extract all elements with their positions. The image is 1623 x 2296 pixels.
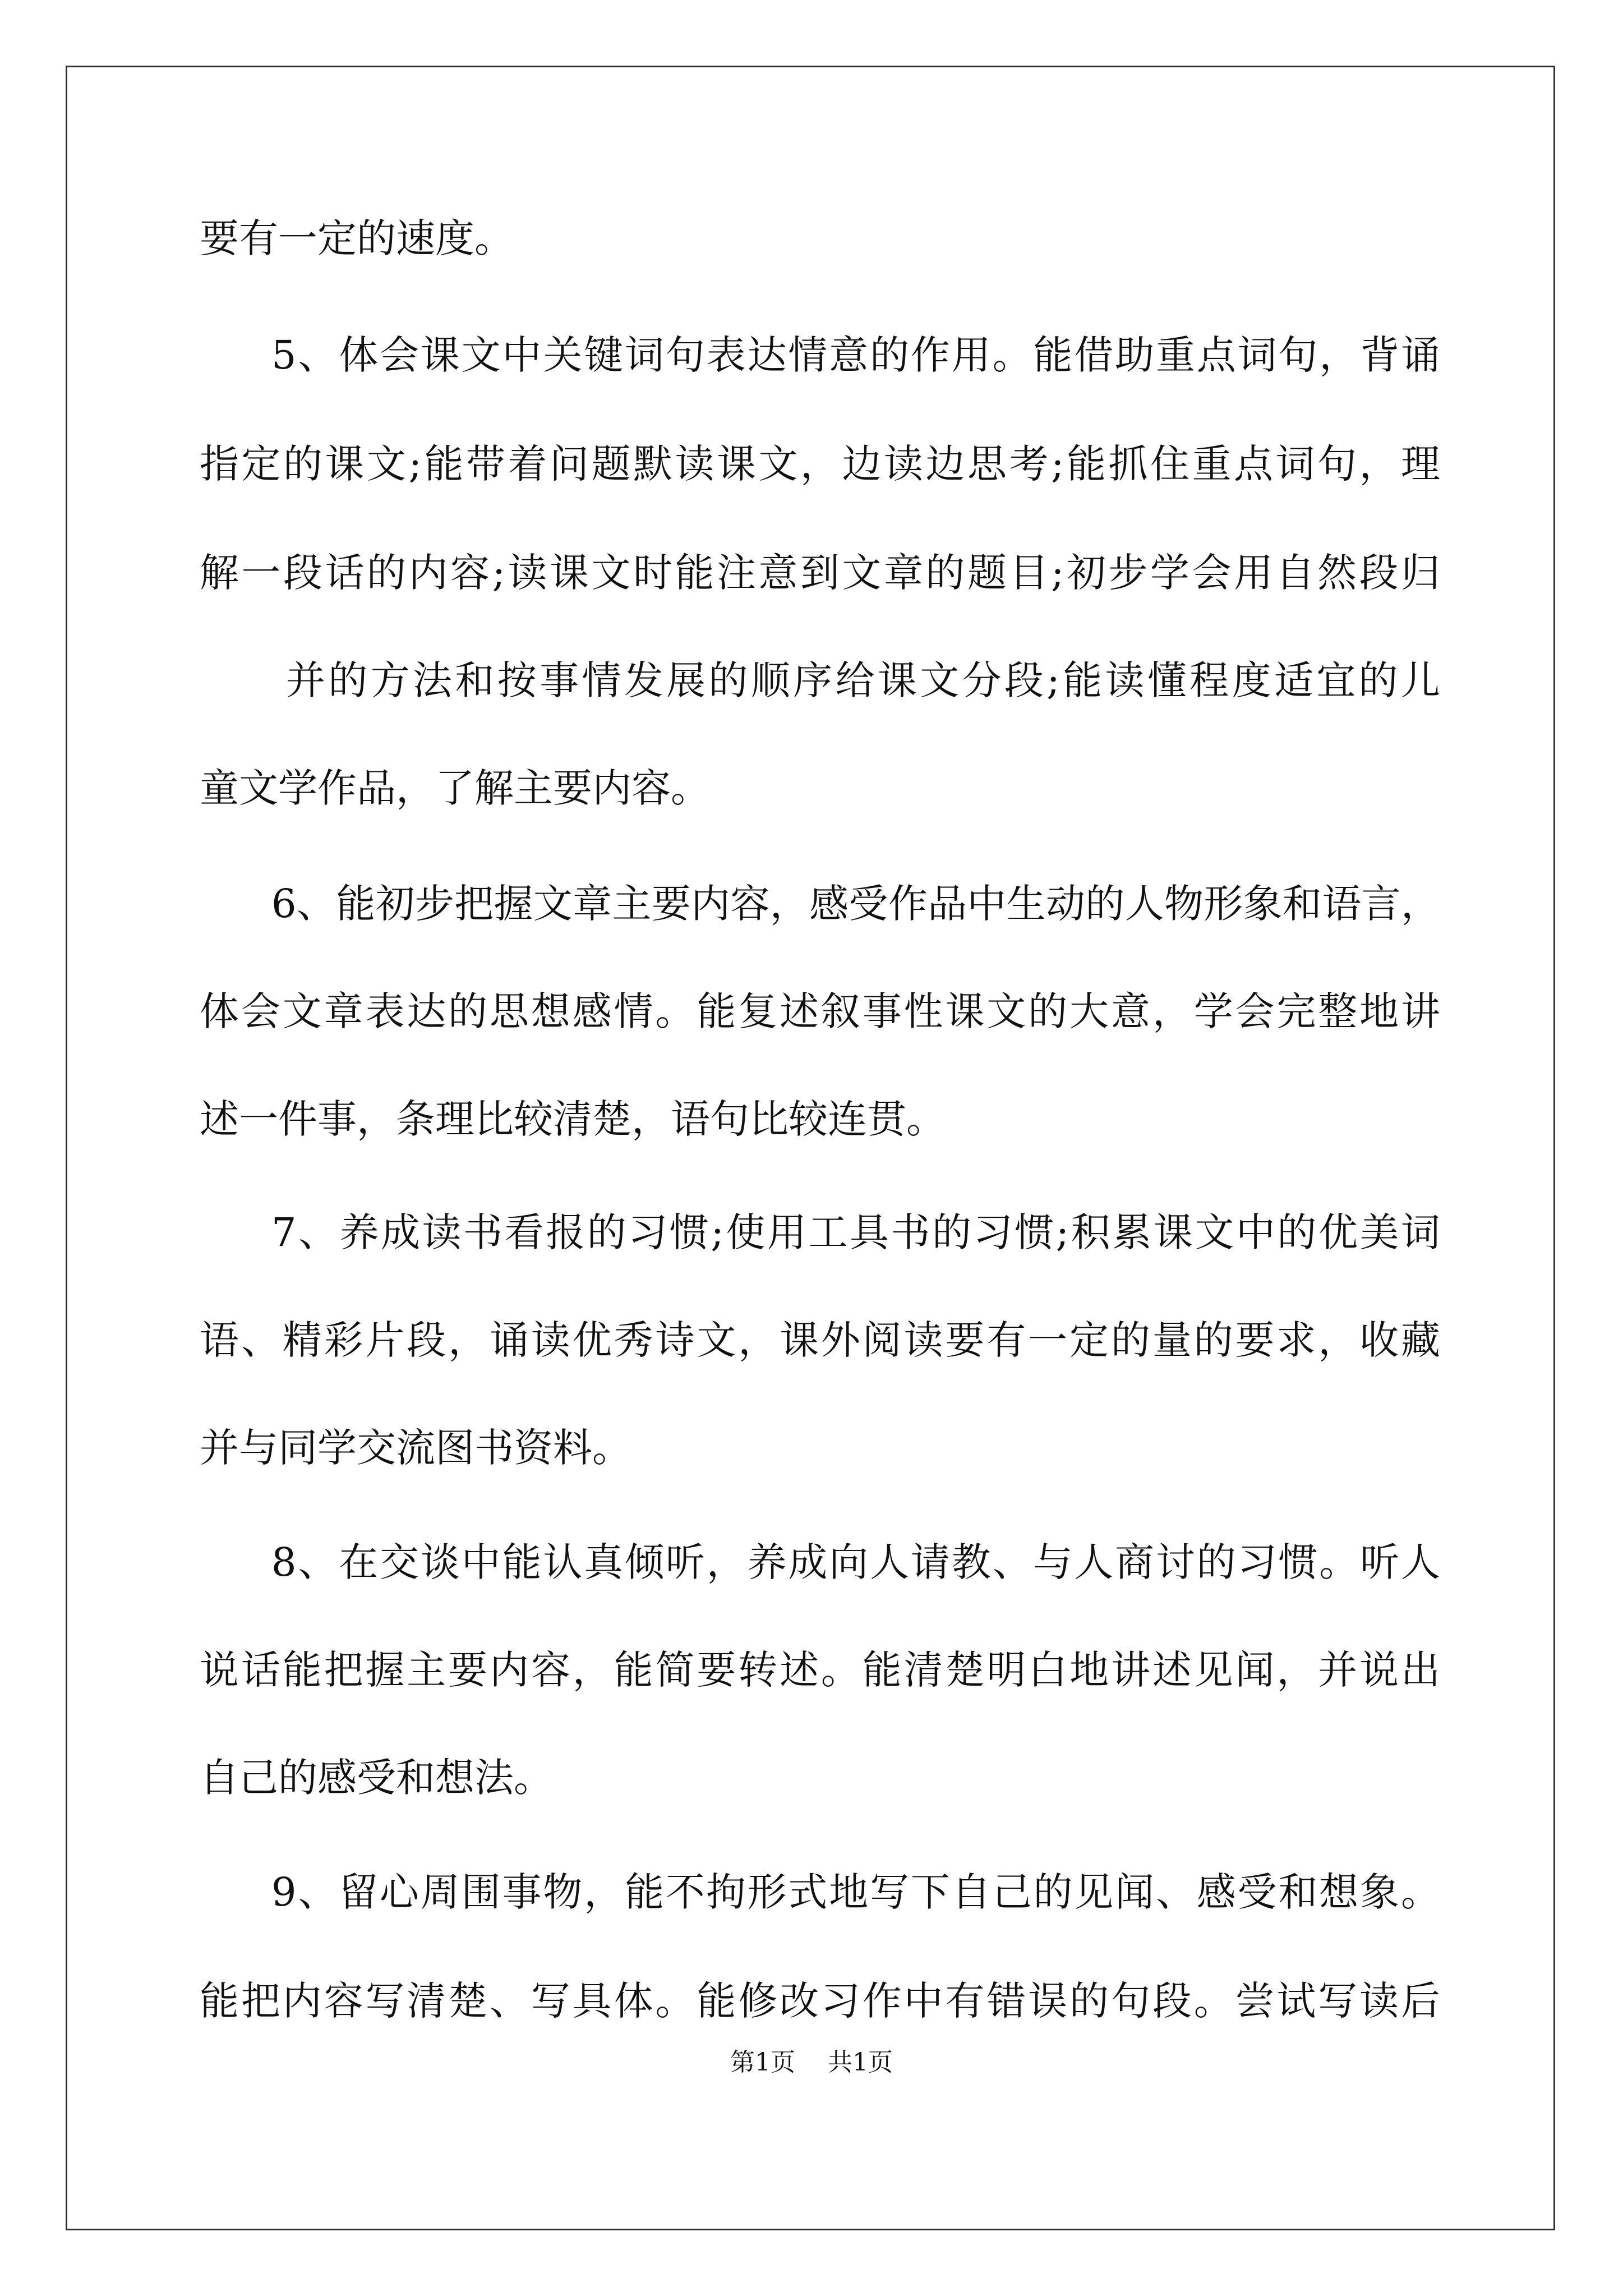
- body-text-line: 语、精彩片段，诵读优秀诗文，课外阅读要有一定的量的要求，收藏: [200, 1317, 1440, 1363]
- body-text-line: 要有一定的速度。: [200, 215, 514, 261]
- body-text-line: 体会文章表达的思想感情。能复述叙事性课文的大意，学会完整地讲: [200, 988, 1440, 1034]
- body-text-line: 5、体会课文中关键词句表达情意的作用。能借助重点词句，背诵: [271, 332, 1440, 378]
- body-text-line: 6、能初步把握文章主要内容，感受作品中生动的人物形象和语言，: [271, 881, 1440, 927]
- body-text-line: 7、养成读书看报的习惯;使用工具书的习惯;积累课文中的优美词: [271, 1209, 1440, 1255]
- page-footer: [0, 2042, 1623, 2078]
- body-text-line: 并的方法和按事情发展的顺序给课文分段;能读懂程度适宜的儿: [286, 657, 1440, 703]
- page-number: 第1页: [730, 2048, 795, 2077]
- body-text-line: 并与同学交流图书资料。: [200, 1425, 631, 1471]
- body-text-line: 能把内容写清楚、写具体。能修改习作中有错误的句段。尝试写读后: [200, 1978, 1440, 2024]
- body-text-line: 8、在交谈中能认真倾听，养成向人请教、与人商讨的习惯。听人: [271, 1539, 1440, 1585]
- body-text-line: 9、留心周围事物，能不拘形式地写下自己的见闻、感受和想象。: [271, 1869, 1440, 1915]
- body-text-line: 指定的课文;能带着问题默读课文，边读边思考;能抓住重点词句，理: [200, 441, 1440, 487]
- body-text-line: 说话能把握主要内容，能简要转述。能清楚明白地讲述见闻，并说出: [200, 1647, 1440, 1693]
- page-total: 共1页: [828, 2048, 893, 2077]
- body-text-line: 童文学作品，了解主要内容。: [200, 765, 710, 811]
- body-text-line: 自己的感受和想法。: [200, 1755, 553, 1801]
- body-text-line: 解一段话的内容;读课文时能注意到文章的题目;初步学会用自然段归: [200, 550, 1440, 596]
- body-text-line: 述一件事，条理比较清楚，语句比较连贯。: [200, 1096, 946, 1142]
